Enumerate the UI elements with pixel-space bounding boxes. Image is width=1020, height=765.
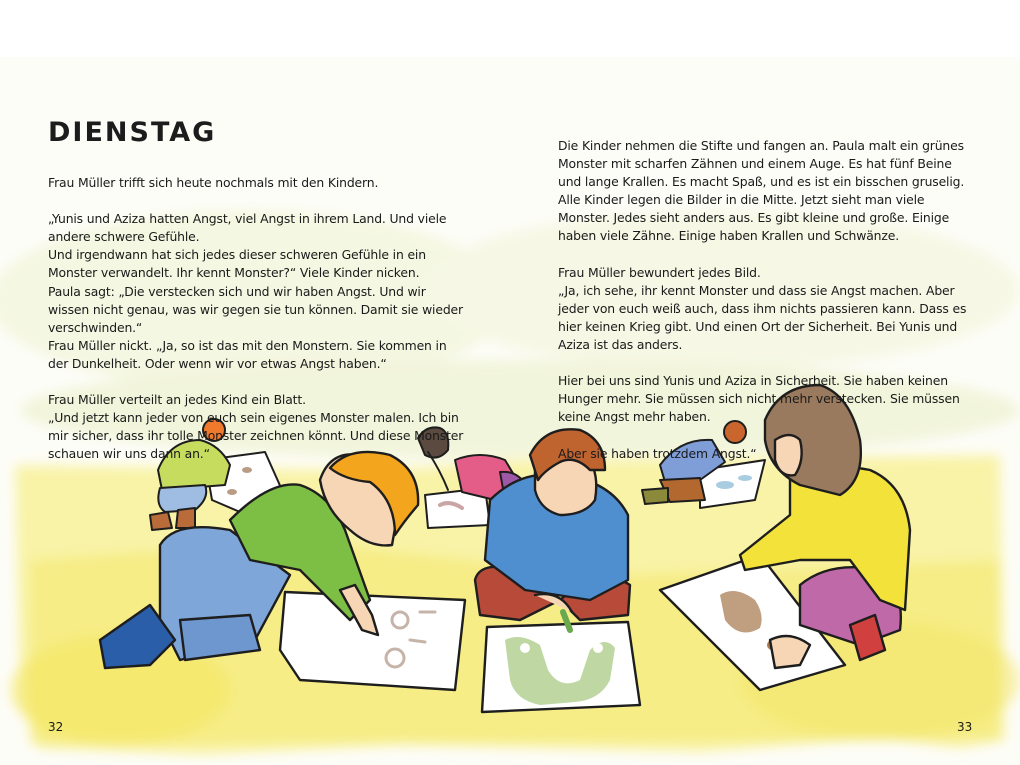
text-line: mir sicher, dass ihr tolle Monster zeichnen könnt. Und diese Monster (48, 428, 464, 444)
page-title: DIENSTAG (48, 117, 217, 148)
text-line: andere schwere Gefühle. (48, 229, 200, 245)
page-number-left: 32 (48, 720, 64, 734)
text-line: Und irgendwann hat sich jedes dieser schweren Gefühle in ein (48, 247, 426, 263)
text-line: keine Angst mehr haben. (558, 409, 711, 425)
paragraph (558, 445, 988, 463)
text-line: „Yunis und Aziza hatten Angst, viel Angst in ihrem Land. Und viele (48, 211, 447, 227)
text-line: Frau Müller verteilt an jedes Kind ein Blatt. (48, 392, 306, 408)
text-line: jeder von euch weiß auch, dass ihm nichts passieren kann. Dass es (558, 300, 967, 316)
paragraph (48, 174, 478, 192)
paragraph (48, 210, 478, 373)
left-page-text (48, 174, 478, 482)
text-line: Monster mit scharfen Zähnen und einem Auge. Es hat fünf Beine (558, 156, 952, 172)
text-line: Monster. Jedes sieht anders aus. Es gibt kleine und große. Einige (558, 210, 950, 226)
text-line: und lange Krallen. Es macht Spaß, und es ist ein bisschen gruselig. (558, 174, 965, 190)
text-line: verschwinden.“ (48, 319, 143, 335)
text-line: Die Kinder nehmen die Stifte und fangen an. Paula malt ein grünes (558, 138, 964, 153)
text-line: der Dunkelheit. Oder wenn wir vor etwas Angst haben.“ (48, 355, 387, 371)
text-line: schauen wir uns dann an.“ (48, 446, 210, 462)
book-spread (0, 57, 1020, 765)
text-line: haben viele Zähne. Einige haben Krallen und Schwänze. (558, 228, 899, 244)
text-line: Hier bei uns sind Yunis und Aziza in Sicherheit. Sie haben keinen (558, 373, 948, 389)
text-line: Monster verwandelt. Ihr kennt Monster?“ Viele Kinder nicken. (48, 265, 420, 281)
text-line: Aziza ist das anders. (558, 337, 683, 353)
text-line: Alle Kinder legen die Bilder in die Mitte. Jetzt sieht man viele (558, 192, 925, 208)
right-page-text (558, 137, 988, 481)
text-line: Paula sagt: „Die verstecken sich und wir haben Angst. Und wir (48, 283, 426, 299)
text-line: Hunger mehr. Sie müssen sich nicht mehr verstecken. Sie müssen (558, 391, 960, 407)
paragraph (558, 372, 988, 426)
page-number-right: 33 (957, 720, 973, 734)
text-line: Frau Müller nickt. „Ja, so ist das mit den Monstern. Sie kommen in (48, 337, 447, 353)
paragraph (558, 137, 988, 246)
text-line: „Und jetzt kann jeder von euch sein eigenes Monster malen. Ich bin (48, 410, 459, 426)
text-line: wissen nicht genau, was wir gegen sie tun können. Damit sie wieder (48, 301, 463, 317)
text-line: hier keinen Krieg gibt. Und einen Ort der Sicherheit. Bei Yunis und (558, 318, 958, 334)
paragraph (48, 391, 478, 463)
paragraph (558, 264, 988, 354)
text-line: Frau Müller bewundert jedes Bild. (558, 264, 761, 280)
text-line: „Ja, ich sehe, ihr kennt Monster und dass sie Angst machen. Aber (558, 282, 955, 298)
text-line: Frau Müller trifft sich heute nochmals mit den Kindern. (48, 175, 379, 190)
text-line: Aber sie haben trotzdem Angst.“ (558, 445, 757, 461)
